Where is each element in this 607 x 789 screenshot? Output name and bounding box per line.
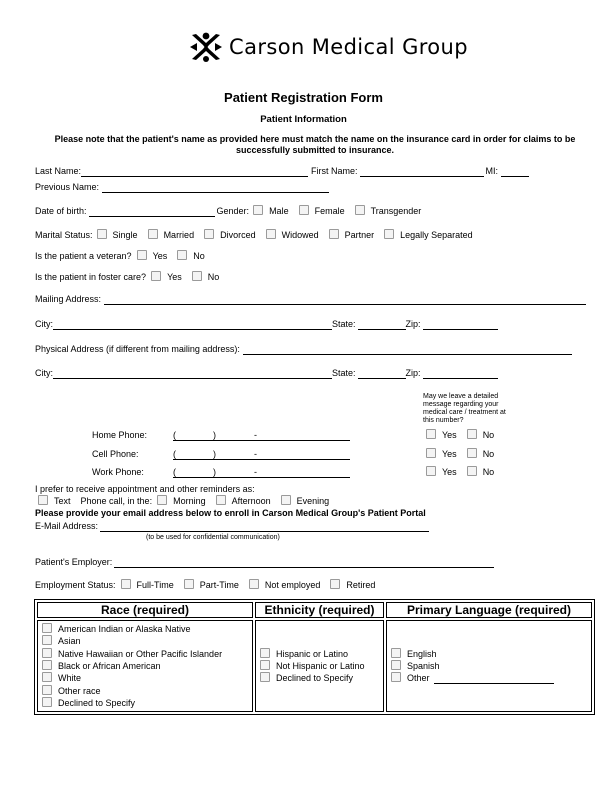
mi-label: MI: — [485, 166, 499, 176]
reminder-call-label: Phone call, in the: — [80, 496, 153, 506]
cell-phone-label: Cell Phone: — [92, 449, 139, 459]
list-item[interactable]: White — [42, 672, 248, 684]
veteran-yes[interactable]: Yes — [137, 250, 168, 262]
state-label: State: — [332, 368, 356, 378]
previous-name-label: Previous Name: — [35, 182, 100, 192]
checkbox[interactable] — [355, 205, 365, 215]
checkbox[interactable] — [299, 205, 309, 215]
last-name-label: Last Name: — [35, 166, 82, 176]
previous-name-field[interactable] — [102, 181, 329, 193]
gender-option-transgender[interactable]: Transgender — [355, 205, 422, 217]
ethnicity-cell — [255, 620, 384, 712]
marital-label: Marital Status: — [35, 230, 93, 240]
employment-label: Employment Status: — [35, 580, 116, 590]
home-phone-field[interactable]: ( ) - — [173, 429, 350, 441]
list-item[interactable]: English — [391, 648, 587, 660]
marital-option-widowed[interactable]: Widowed — [266, 229, 319, 241]
employment-row — [35, 579, 385, 591]
city-label: City: — [35, 319, 53, 329]
language-cell — [386, 620, 592, 712]
state-label: State: — [332, 319, 356, 329]
section-title: Patient Information — [260, 114, 347, 125]
employer-field[interactable] — [114, 556, 494, 568]
gender-option-male[interactable]: Male — [253, 205, 289, 217]
physical-state-field[interactable] — [358, 367, 406, 379]
employment-not-employed[interactable]: Not employed — [249, 579, 321, 591]
other-language-field[interactable] — [434, 672, 554, 684]
reminder-afternoon[interactable]: Afternoon — [216, 495, 271, 507]
mailing-city-row — [35, 318, 498, 330]
gender-label: Gender: — [216, 206, 250, 216]
reminder-morning[interactable]: Morning — [157, 495, 206, 507]
zip-label: Zip: — [405, 368, 421, 378]
marital-option-separated[interactable]: Legally Separated — [384, 229, 473, 241]
reminder-text[interactable]: Text — [38, 495, 71, 507]
home-phone-label: Home Phone: — [92, 430, 148, 440]
list-item[interactable]: Other race — [42, 684, 248, 696]
mailing-city-field[interactable] — [53, 318, 332, 330]
list-item[interactable]: Not Hispanic or Latino — [260, 660, 379, 672]
employment-full-time[interactable]: Full-Time — [121, 579, 174, 591]
reminder-label: I prefer to receive appointment and other reminders as: — [35, 484, 255, 494]
email-field[interactable] — [100, 520, 429, 532]
veteran-no[interactable]: No — [177, 250, 205, 262]
physical-zip-field[interactable] — [423, 367, 498, 379]
foster-row — [35, 271, 229, 283]
list-item[interactable]: Declined to Specify — [42, 697, 248, 709]
work-phone-message-yes[interactable]: Yes — [426, 466, 457, 478]
demographics-table — [34, 599, 595, 715]
mailing-zip-field[interactable] — [423, 318, 498, 330]
veteran-row — [35, 250, 215, 262]
work-phone-row — [92, 466, 504, 478]
list-item[interactable]: American Indian or Alaska Native — [42, 623, 248, 635]
home-phone-message-yes[interactable]: Yes — [426, 429, 457, 441]
mailing-state-field[interactable] — [358, 318, 406, 330]
physical-row — [35, 343, 572, 355]
reminder-evening[interactable]: Evening — [281, 495, 330, 507]
city-label: City: — [35, 368, 53, 378]
marital-option-single[interactable]: Single — [97, 229, 138, 241]
previous-name-row — [35, 181, 329, 193]
email-label: E-Mail Address: — [35, 521, 99, 531]
work-phone-message-no[interactable]: No — [467, 466, 495, 478]
carson-logo-icon — [189, 30, 223, 64]
list-item[interactable]: Black or African American — [42, 660, 248, 672]
last-name-field[interactable] — [81, 165, 308, 177]
employment-part-time[interactable]: Part-Time — [184, 579, 239, 591]
insurance-notice: Please note that the patient's name as provided here must match the name on the insurance card in order for claims to be successfully submitted to insurance. — [54, 134, 576, 155]
foster-no[interactable]: No — [192, 271, 220, 283]
marital-option-partner[interactable]: Partner — [329, 229, 375, 241]
mi-field[interactable] — [501, 165, 529, 177]
list-item[interactable]: Spanish — [391, 660, 587, 672]
mailing-field[interactable] — [104, 293, 586, 305]
checkbox[interactable] — [253, 205, 263, 215]
page-title: Patient Registration Form — [224, 90, 383, 105]
list-item[interactable]: Native Hawaiian or Other Pacific Islander — [42, 648, 248, 660]
physical-label: Physical Address (if different from mailing address): — [35, 344, 240, 354]
mailing-row — [35, 293, 586, 305]
foster-yes[interactable]: Yes — [151, 271, 182, 283]
home-phone-row — [92, 429, 504, 441]
email-note: (to be used for confidential communication) — [146, 534, 280, 541]
email-row — [35, 520, 429, 532]
mailing-label: Mailing Address: — [35, 294, 102, 304]
first-name-field[interactable] — [360, 165, 484, 177]
cell-phone-message-no[interactable]: No — [467, 448, 495, 460]
physical-city-row — [35, 367, 498, 379]
work-phone-label: Work Phone: — [92, 467, 144, 477]
brand-name: Carson Medical Group — [229, 35, 468, 59]
marital-option-divorced[interactable]: Divorced — [204, 229, 256, 241]
message-question: May we leave a detailed message regarding your medical care / treatment at this number? — [423, 393, 506, 424]
employer-label: Patient's Employer: — [35, 557, 113, 567]
list-item[interactable]: Other — [391, 672, 587, 684]
gender-option-female[interactable]: Female — [299, 205, 345, 217]
list-item[interactable]: Hispanic or Latino — [260, 648, 379, 660]
cell-phone-message-yes[interactable]: Yes — [426, 448, 457, 460]
marital-row — [35, 229, 483, 241]
name-row — [35, 165, 529, 177]
list-item[interactable]: Declined to Specify — [260, 672, 379, 684]
marital-option-married[interactable]: Married — [148, 229, 195, 241]
ethnicity-header: Ethnicity (required) — [255, 602, 384, 618]
dob-field[interactable] — [89, 205, 215, 217]
language-header: Primary Language (required) — [386, 602, 592, 618]
employment-retired[interactable]: Retired — [330, 579, 375, 591]
employer-row — [35, 556, 494, 568]
veteran-label: Is the patient a veteran? — [35, 251, 132, 261]
race-cell — [37, 620, 253, 712]
foster-label: Is the patient in foster care? — [35, 272, 147, 282]
reminder-options-row — [38, 495, 339, 507]
dob-label: Date of birth: — [35, 206, 87, 216]
portal-notice: Please provide your email address below to enroll in Carson Medical Group's Patient Portal — [35, 508, 426, 518]
first-name-label: First Name: — [311, 166, 358, 176]
brand-logo — [189, 30, 468, 64]
work-phone-field[interactable]: ( ) - — [173, 466, 350, 478]
zip-label: Zip: — [405, 319, 421, 329]
physical-field[interactable] — [243, 343, 572, 355]
list-item[interactable]: Asian — [42, 635, 248, 647]
race-header: Race (required) — [37, 602, 253, 618]
physical-city-field[interactable] — [53, 367, 332, 379]
cell-phone-field[interactable]: ( ) - — [173, 448, 350, 460]
cell-phone-row — [92, 448, 504, 460]
home-phone-message-no[interactable]: No — [467, 429, 495, 441]
dob-gender-row — [35, 205, 431, 217]
